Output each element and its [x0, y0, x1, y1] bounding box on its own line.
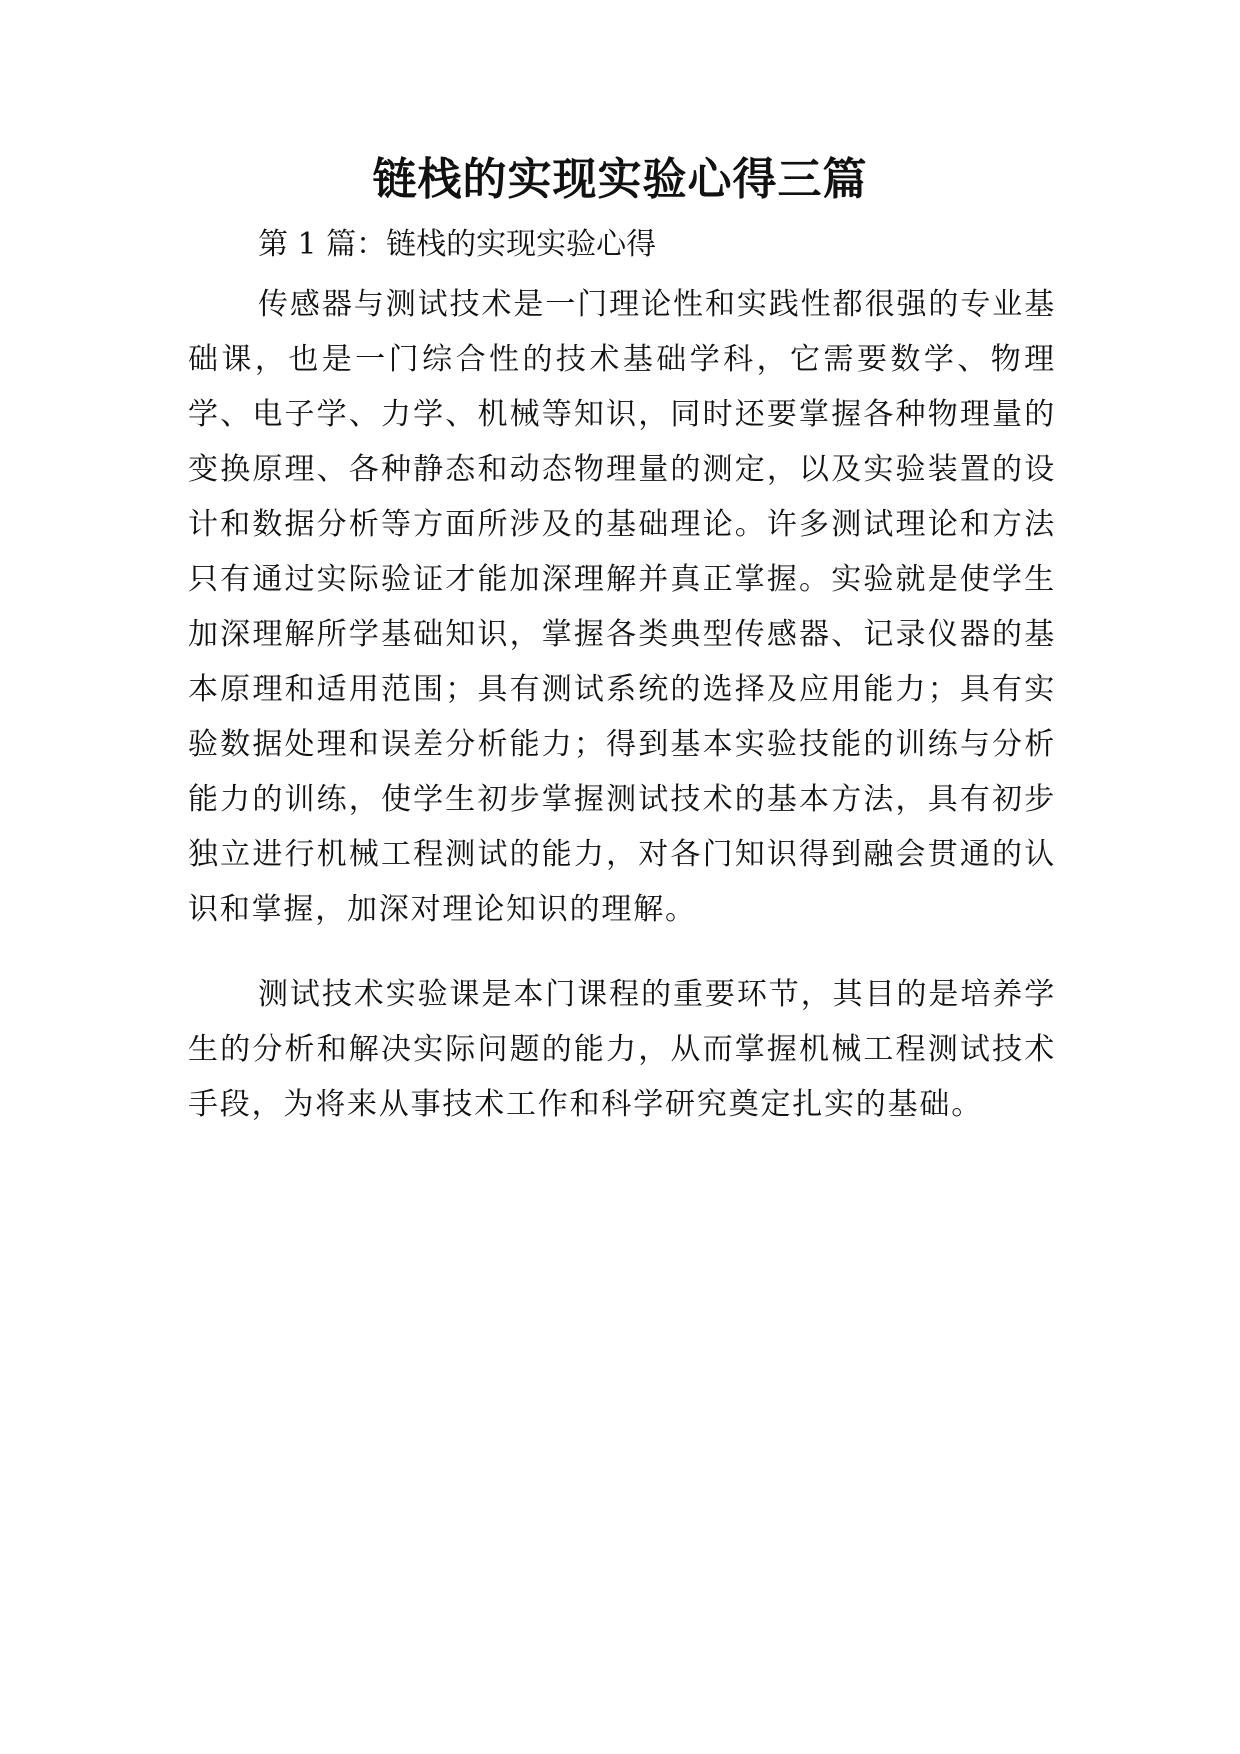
body-paragraph: 传感器与测试技术是一门理论性和实践性都很强的专业基础课，也是一门综合性的技术基础学科，它需要数学、物理学、电子学、力学、机械等知识，同时还要掌握各种物理量的变换原理、各种静态和动态物理量的测定，以及实验装置的设计和数据分析等方面所涉及的基础理论。许多测试理论和方法只有通过实际验证才能加深理解并真正掌握。实验就是使学生加深理解所学基础知识，掌握各类典型传感器、记录仪器的基本原理和适用范围；具有测试系统的选择及应用能力；具有实验数据处理和误差分析能力；得到基本实验技能的训练与分析能力的训练，使学生初步掌握测试技术的基本方法，具有初步独立进行机械工程测试的能力，对各门知识得到融会贯通的认识和掌握，加深对理论知识的理解。 — [188, 287, 1056, 927]
body-paragraph: 测试技术实验课是本门课程的重要环节，其目的是培养学生的分析和解决实际问题的能力，从而掌握机械工程测试技术手段，为将来从事技术工作和科学研究奠定扎实的基础。 — [188, 977, 1056, 1122]
document-title: 链栈的实现实验心得三篇 — [372, 154, 868, 205]
section-heading: 第 1 篇：链栈的实现实验心得 — [258, 227, 657, 262]
